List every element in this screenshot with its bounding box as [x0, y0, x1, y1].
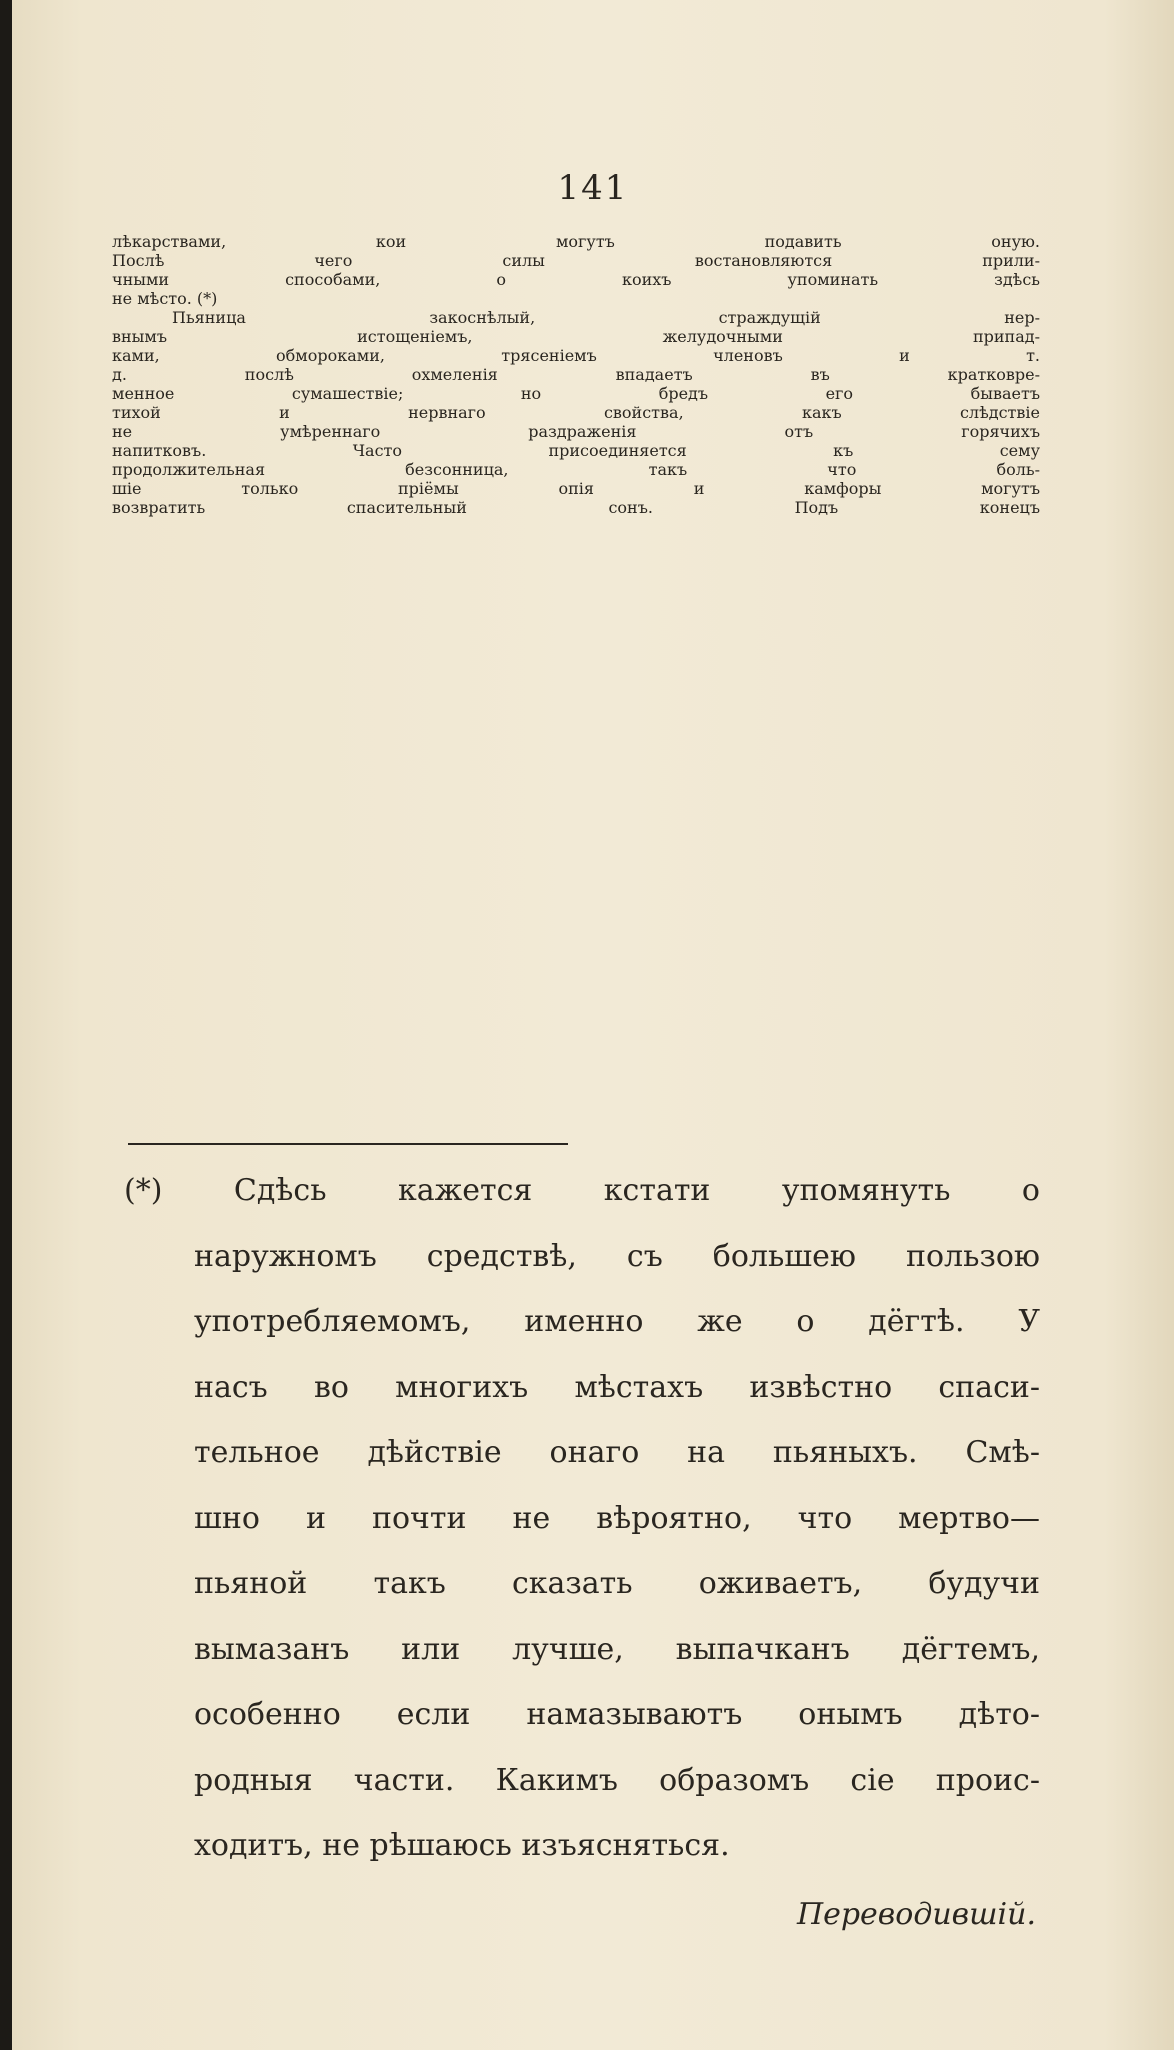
footnote-line: употребляемомъ, именно же о дёгтѣ. У — [194, 1304, 1040, 1339]
footnote-signature: Переводившій. — [796, 1896, 1036, 1932]
main-text — [112, 232, 1040, 517]
page-number: 141 — [557, 168, 629, 208]
main-text-line: возвратить спасительный сонъ. Подъ конецъ — [112, 498, 1040, 517]
main-text-line: ками, обмороками, трясеніемъ членовъ и т. — [112, 346, 1040, 365]
main-text-line: д. послѣ охмеленія впадаетъ въ кратковре- — [112, 365, 1040, 384]
footnote-line: насъ во многихъ мѣстахъ извѣстно спаси- — [194, 1369, 1040, 1405]
main-text-line: напитковъ. Часто присоединяется къ сему — [112, 441, 1040, 460]
main-text-line: не мѣсто. (*) — [112, 289, 218, 308]
footnote-line: особенно если намазываютъ онымъ дѣто- — [194, 1697, 1040, 1732]
main-text-line: шіе только пріёмы опія и камфоры могутъ — [112, 479, 1040, 498]
main-text-line: Послѣ чего силы востановляются прили- — [112, 251, 1040, 270]
main-text-line: внымъ истощеніемъ, желудочными припад- — [112, 327, 1040, 346]
main-text-line: лѣкарствами, кои могутъ подавить оную. — [112, 232, 1040, 251]
footnote-divider — [128, 1143, 568, 1145]
footnote-line: наружномъ средствѣ, съ большею пользою — [194, 1238, 1040, 1274]
main-text-line: тихой и нервнаго свойства, какъ слѣдствіе — [112, 403, 1040, 422]
footnote-line: (*) Сдѣсь кажется кстати упомянуть о — [124, 1173, 1040, 1208]
main-text-line: менное сумашествіе; но бредъ его бываетъ — [112, 384, 1040, 403]
main-text-line: чными способами, о коихъ упоминать здѣсь — [112, 270, 1040, 289]
footnote-line: пьяной такъ сказать оживаетъ, будучи — [194, 1566, 1040, 1601]
footnote-line: шно и почти не вѣроятно, что мертво— — [194, 1500, 1040, 1536]
book-page — [12, 0, 1174, 2050]
footnote-line: ходитъ, не рѣшаюсь изъясняться. — [194, 1828, 730, 1863]
main-text-line: Пьяница закоснѣлый, страждущій нер- — [172, 308, 1040, 327]
footnote — [124, 1158, 1040, 1951]
footnote-line: вымазанъ или лучше, выпачканъ дёгтемъ, — [194, 1631, 1040, 1667]
footnote-line: тельное дѣйствіе онаго на пьяныхъ. Смѣ- — [194, 1435, 1040, 1470]
main-text-line: продолжительная безсонница, такъ что боль- — [112, 460, 1040, 479]
main-text-line: не умѣреннаго раздраженія отъ горячихъ — [112, 422, 1040, 441]
footnote-line: родныя части. Какимъ образомъ сіе проис- — [194, 1762, 1040, 1798]
